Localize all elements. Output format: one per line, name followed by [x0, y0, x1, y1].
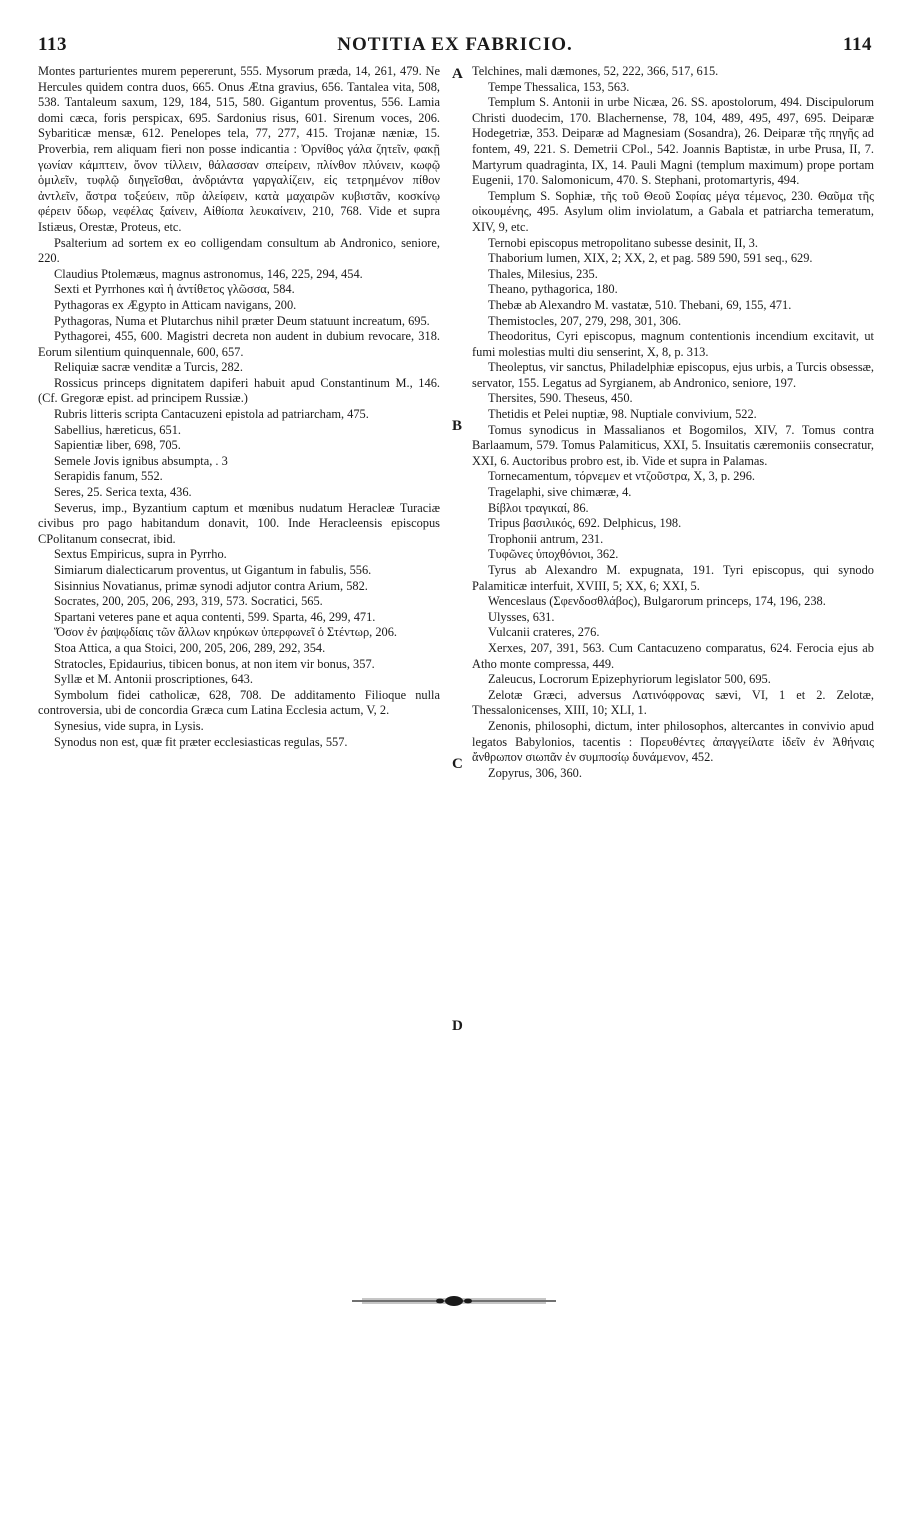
right-column-entry: Tripus βασιλικός, 692. Delphicus, 198. — [488, 516, 682, 531]
right-column-entry: Τυφῶνες ὑποχθόνιοι, 362. — [488, 547, 619, 562]
left-column-entry: Pythagoras, Numa et Plutarchus nihil præter Deum statuunt increatum, 695. — [54, 313, 430, 328]
left-column-entry: Pythagoras ex Ægypto in Atticam navigans, 200. — [54, 297, 297, 312]
left-column-entry: Sapientiæ liber, 698, 705. — [54, 438, 181, 453]
right-column-entry: Tragelaphi, sive chimæræ, 4. — [488, 485, 632, 500]
right-column-entry: Thetidis et Pelei nuptiæ, 98. Nuptiale convivium, 522. — [488, 407, 757, 422]
right-column-entry: Theoleptus, vir sanctus, Philadelphiæ episcopus, ejus urbis, a Turcis obsessæ, servator, 155. Legatus ad Syrgianem, ab Andronico, seniore, 197. — [472, 360, 874, 390]
left-column-entry: Synodus non est, quæ fit præter ecclesiasticas regulas, 557. — [54, 734, 348, 749]
left-column-entry: Symbolum fidei catholicæ, 628, 708. De additamento Filioque nulla controversia, ubi de concordia Græca cum Latina Ecclesia actum, V, 2. — [38, 687, 440, 718]
left-column-entry: Sextus Empiricus, supra in Pyrrho. — [54, 547, 227, 562]
left-column-entry: Pythagorei, 455, 600. Magistri decreta non audent in dubium revocare, 318. Eorum silentium quinquennale, 600, 657. — [38, 329, 440, 359]
right-column-entry: Xerxes, 207, 391, 563. Cum Cantacuzeno comparatus, 624. Ferocia ejus ab Atho monte compressa, 449. — [472, 640, 874, 671]
right-column-entry: Vulcanii crateres, 276. — [488, 625, 600, 640]
left-column-entry: Semele Jovis ignibus absumpta, . 3 — [54, 453, 228, 468]
left-column — [38, 64, 440, 750]
right-column-entry: Zaleucus, Locrorum Epizephyriorum legislator 500, 695. — [488, 672, 771, 687]
right-column-entry: Thales, Milesius, 235. — [488, 266, 598, 281]
left-column-entry: Sisinnius Novatianus, primæ synodi adjutor contra Arium, 582. — [54, 578, 368, 593]
left-column-entry: Stratocles, Epidaurius, tibicen bonus, at non item vir bonus, 357. — [54, 656, 375, 671]
left-column-entry: Stoa Attica, a qua Stoici, 200, 205, 206, 289, 292, 354. — [54, 640, 326, 655]
left-column-entry: Simiarum dialecticarum proventus, ut Gigantum in fabulis, 556. — [54, 563, 372, 577]
right-column-entry: Templum S. Antonii in urbe Nicæa, 26. SS. apostolorum, 494. Discipulorum Christi duodecim, 170. Blachernense, 78, 104, 489, 495, 497, 695. Deiparæ Hodegetriæ, 353. Deiparæ ad Magnesiam (Sosandra), 26. Deiparæ τῆς πηγῆς ad fontem, 49, 221. S. Demetrii CPol., 542. Joannis Baptistæ, in urbe Prusa, II, 7. Martyrum quadraginta, IX, 14. Pauli Magni (templum maximum) prope portam Eugenii, 170. Salomonicum, 470. S. Stephani, protomartyris, 494. — [472, 95, 874, 188]
right-column-entry: Themistocles, 207, 279, 298, 301, 306. — [488, 313, 682, 328]
page-header — [38, 34, 872, 58]
right-column-entry: Ternobi episcopus metropolitano subesse desinit, II, 3. — [488, 235, 758, 250]
page-number-right: 114 — [843, 34, 872, 55]
right-column-entry: Trophonii antrum, 231. — [488, 531, 604, 546]
section-marker-d: D — [452, 1018, 463, 1034]
left-column-entry: Sabellius, hæreticus, 651. — [54, 422, 181, 437]
right-column — [472, 64, 874, 781]
section-marker-c: C — [452, 756, 463, 772]
left-column-entry: Sexti et Pyrrhones καὶ ἡ ἀντίθετος γλῶσσα, 584. — [54, 282, 295, 297]
right-column-entry: Tomus synodicus in Massalianos et Bogomilos, XIV, 7. Tomus contra Barlaamum, 579. Tomus Palamiticus, XXI, 5. Insuitatis cæremoniis consecratur, XXI, 6. Auctoribus probro est, ib. Vide et supra in Palamas. — [472, 422, 874, 468]
left-column-entry: Syllæ et M. Antonii proscriptiones, 643. — [54, 672, 253, 687]
left-column-entry: Ὅσον ἐν ῥαψῳδίαις τῶν ἄλλων κηρύκων ὑπερφωνεῖ ὁ Στέντωρ, 206. — [54, 625, 398, 640]
section-marker-a: A — [452, 66, 463, 82]
left-column-entry: Seres, 25. Serica texta, 436. — [54, 485, 192, 500]
running-title: NOTITIA EX FABRICIO. — [337, 34, 573, 55]
right-column-entry: Zopyrus, 306, 360. — [488, 765, 582, 780]
left-column-entry: Serapidis fanum, 552. — [54, 469, 163, 484]
right-column-entry: Zelotæ Græci, adversus Λατινόφρονας sævi, VI, 1 et 2. Zelotæ, Thessalonicenses, XIII, 10; XLI, 1. — [472, 687, 874, 718]
left-column-entry: Claudius Ptolemæus, magnus astronomus, 146, 225, 294, 454. — [54, 266, 363, 281]
left-column-entry: Rubris litteris scripta Cantacuzeni epistola ad patriarcham, 475. — [54, 407, 369, 422]
left-column-entry: Reliquiæ sacræ venditæ a Turcis, 282. — [54, 360, 243, 375]
right-column-entry: Theodoritus, Cyri episcopus, magnum contentionis incendium excitavit, ut fumi molestias multi diu senserint, X, 8, p. 313. — [472, 329, 874, 359]
left-column-entry: Synesius, vide supra, in Lysis. — [54, 718, 204, 733]
left-column-entry: Spartani veteres pane et aqua contenti, 599. Sparta, 46, 299, 471. — [54, 609, 376, 624]
right-column-entry: Tyrus ab Alexandro M. expugnata, 191. Tyri episcopus, qui synodo Palamiticæ interfuit, XVIII, 5; XX, 6; XXI, 5. — [472, 563, 874, 593]
right-column-entry: Wenceslaus (Σφενδοσθλάβος), Bulgarorum princeps, 174, 196, 238. — [488, 594, 826, 609]
right-column-entry: Telchines, mali dæmones, 52, 222, 366, 517, 615. — [472, 64, 719, 78]
page-number-left: 113 — [38, 34, 67, 55]
right-column-entry: Zenonis, philosophi, dictum, inter philosophos, altercantes in convivio apud legatos Babylonios, tacentis : Πορευθέντες ἀπαγγείλατε ἰδεῖν ἐν Ἀθήναις ἄνθρωπον σιωπᾶν ἐν συμποσίῳ δυνάμενον, 452. — [472, 718, 874, 765]
right-column-entry: Templum S. Sophiæ, τῆς τοῦ Θεοῦ Σοφίας μέγα τέμενος, 230. Θαῦμα τῆς οἰκουμένης, 495. Asylum olim inviolatum, a Gabala et patriarcha temeratum, XIV, 9, etc. — [472, 188, 874, 234]
left-column-entry: Psalterium ad sortem ex eo colligendam consultum ab Andronico, seniore, 220. — [38, 235, 440, 266]
right-column-entry: Thaborium lumen, XIX, 2; XX, 2, et pag. 589 590, 591 seq., 629. — [488, 251, 813, 266]
right-column-entry: Ulysses, 631. — [488, 609, 555, 624]
left-column-entry: Rossicus princeps dignitatem dapiferi habuit apud Constantinum M., 146. (Cf. Gregoræ epist. ad principem Russiæ.) — [38, 375, 440, 406]
right-column-entry: Βίβλοι τραγικαί, 86. — [488, 500, 589, 515]
tailpiece-ornament — [352, 1295, 556, 1307]
right-column-entry: Thersites, 590. Theseus, 450. — [488, 391, 633, 406]
left-column-entry: Montes parturientes murem pepererunt, 555. Mysorum præda, 14, 261, 479. Ne Hercules quidem contra duos, 665. Onus Ætna gravius, 656. Tantalea vita, 508, 538. Tantaleum saxum, 129, 184, 515, 580. Gigantum proventus, 556. Lamia domi cæca, foris perspicax, 695. Sardonius risus, 601. Sirenum voces, 206. Sybariticæ mensæ, 612. Penelopes tela, 77, 277, 415. Trojanæ næniæ, 15. Proverbia, rem aliquam fieri non posse indicantia : Ὀρνίθος γάλα ζητεῖν, φακῇ γωνίαν κάμπτειν, ὄνον τίλλειν, θάλασσαν σπείρειν, πλίνθον πλύνειν, κωφῷ ὁμιλεῖν, τυφλῷ διηγεῖσθαι, ἀνδριάντα γαργαλίζειν, εἰς τετρημένον πίθον ἀντλεῖν, ἄστρα τοξεύειν, πῦρ ἀλείφειν, κατὰ μαχαιρῶν κυβιστᾶν, κοσκίνῳ φέρειν ὕδωρ, νεφέλας ξαίνειν, Αἰθίοπα λευκαίνειν, 210, 768. Vide et supra Istiæus, Orestæ, Proteus, etc. — [38, 64, 440, 234]
right-column-entry: Thebæ ab Alexandro M. vastatæ, 510. Thebani, 69, 155, 471. — [488, 297, 792, 312]
right-column-entry: Tornecamentum, τόρνεμεν et ντζοῦστρα, X, 3, p. 296. — [488, 469, 755, 484]
right-column-entry: Tempe Thessalica, 153, 563. — [488, 79, 630, 94]
right-column-entry: Theano, pythagorica, 180. — [488, 282, 618, 297]
left-column-entry: Severus, imp., Byzantium captum et mœnibus nudatum Heracleæ Turaciæ civibus pro pago habitandum donavit, 100. Inde Heracleensis episcopus CPolitanum consecrat, ibid. — [38, 500, 440, 546]
left-column-entry: Socrates, 200, 205, 206, 293, 319, 573. Socratici, 565. — [54, 594, 323, 609]
section-marker-b: B — [452, 418, 463, 434]
